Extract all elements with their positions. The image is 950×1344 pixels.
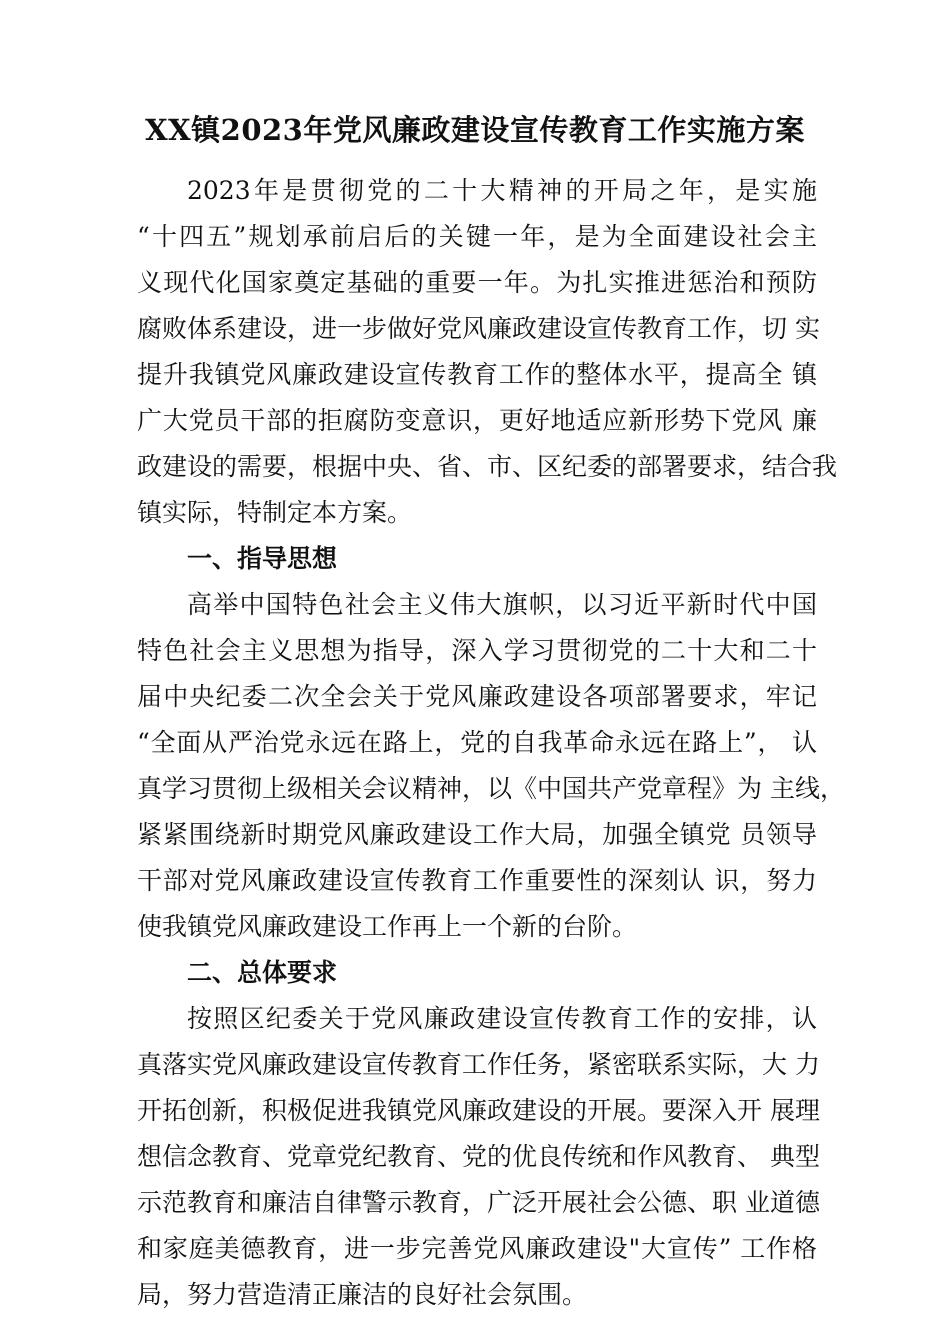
intro-line: 广大党员干部的拒腐防变意识，更好地适应新形势下党风 廉 [137,406,817,435]
intro-line: 义现代化国家奠定基础的重要一年。为扎实推进惩治和预防 [137,268,817,297]
section2-line: 开拓创新，积极促进我镇党风廉政建设的开展。要深入开 展理 [137,1096,820,1125]
document-title: XX镇2023年党风廉政建设宣传教育工作实施方案 [145,113,805,147]
intro-line: 政建设的需要，根据中央、省、市、区纪委的部署要求，结合我 [137,452,838,481]
intro-line: 腐败体系建设，进一步做好党风廉政建设宣传教育工作，切 实 [137,314,820,343]
section2-line: 想信念教育、党章党纪教育、党的优良传统和作风教育、 典型 [137,1142,820,1171]
section1-line: 紧紧围绕新时期党风廉政建设工作大局，加强全镇党 员领导 [137,820,817,849]
section2-line: 真落实党风廉政建设宣传教育工作任务，紧密联系实际，大 力 [137,1050,820,1079]
section2-line: 和家庭美德教育，进一步完善党风廉政建设"大宣传” 工作格 [137,1234,817,1263]
section2-line: 局，努力营造清正廉洁的良好社会氛围。 [137,1280,588,1309]
section1-line: 届中央纪委二次全会关于党风廉政建设各项部署要求，牢记 [137,682,817,711]
section1-line: 真学习贯彻上级相关会议精神，以《中国共产党章程》为 主线， [137,774,845,803]
section-heading-general-requirements: 二、总体要求 [187,958,338,987]
section-heading-guiding-ideology: 一、指导思想 [187,544,338,573]
section1-line: 使我镇党风廉政建设工作再上一个新的台阶。 [137,912,638,941]
section1-line: “全面从严治党永远在路上，党的自我革命永远在路上”， 认 [137,728,817,757]
section2-line: 示范教育和廉洁自律警示教育，广泛开展社会公德、职 业道德 [137,1188,820,1217]
section1-line: 特色社会主义思想为指导，深入学习贯彻党的二十大和二十 [137,636,817,665]
intro-line: 提升我镇党风廉政建设宣传教育工作的整体水平，提高全 镇 [137,360,817,389]
section2-line: 按照区纪委关于党风廉政建设宣传教育工作的安排，认 [187,1004,817,1033]
section1-line: 干部对党风廉政建设宣传教育工作重要性的深刻认 识，努力 [137,866,817,895]
section1-line: 高举中国特色社会主义伟大旗帜，以习近平新时代中国 [187,590,817,619]
intro-line: 2023年是贯彻党的二十大精神的开局之年，是实施 [187,176,817,205]
intro-line: “十四五”规划承前启后的关键一年，是为全面建设社会主 [137,222,817,251]
intro-line: 镇实际，特制定本方案。 [137,498,413,527]
